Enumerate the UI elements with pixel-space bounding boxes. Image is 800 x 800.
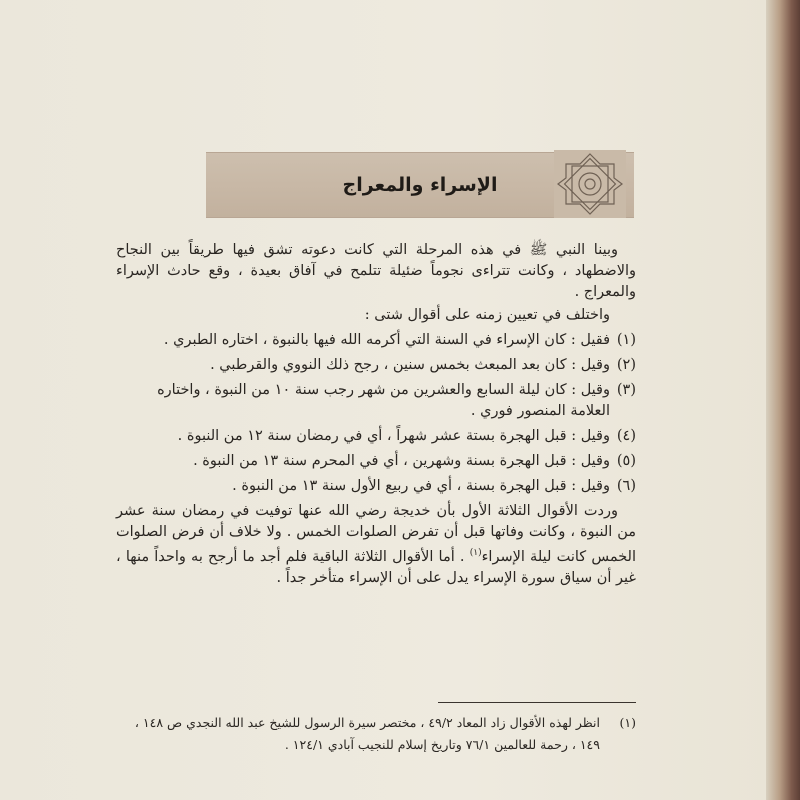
opinions-intro: واختلف في تعيين زمنه على أقوال شتى : (364, 307, 610, 323)
intro-paragraph: وبينا النبي ﷺ في هذه المرحلة التي كانت دعوته تشق فيها طريقاً بين النجاح والاضطهاد ، وكانت تتراءى نجوماً ضئيلة تتلمح في آفاق بعيدة ، وقع حادث الإسراء والمعراج . (116, 242, 636, 300)
list-item: (١) فقيل : كان الإسراء في السنة التي أكرمه الله فيها بالنبوة ، اختاره الطبري . (163, 332, 636, 348)
list-item: (٥) وقيل : قبل الهجرة بسنة وشهرين ، أي في المحرم سنة ١٣ من النبوة . (193, 453, 636, 469)
footnote-divider (438, 702, 636, 703)
book-spine-edge (766, 0, 800, 800)
list-item: (٤) وقيل : قبل الهجرة بستة عشر شهراً ، أي في رمضان سنة ١٢ من النبوة . (177, 428, 636, 444)
list-item: (٣) وقيل : كان ليلة السابع والعشرين من شهر رجب سنة ١٠ من النبوة ، واختاره العلامة المنصور فوري . (157, 382, 636, 419)
closing-paragraph: وردت الأقوال الثلاثة الأول بأن خديجة رضي الله عنها توفيت في رمضان سنة عشر من النبوة ، وكانت وفاتها قبل أن تفرض الصلوات الخمس . ولا خلاف أن فرض الصلوات الخمس كانت ليلة الإسراء$^{(١)}$ . أما الأقوال الثلاثة الباقية فلم أجد ما أرجح به واحداً منها ، غير أن سياق سورة الإسراء يدل على أن الإسراء متأخر جداً . (116, 503, 637, 586)
list-item: (٦) وقيل : قبل الهجرة بسنة ، أي في ربيع الأول سنة ١٣ من النبوة . (232, 478, 636, 494)
footnote (116, 712, 636, 756)
footnote-marker[interactable]: (١) (469, 548, 482, 558)
chapter-title: الإسراء والمعراج (342, 174, 498, 196)
main-text (116, 240, 636, 589)
footnote-text: انظر لهذه الأقوال زاد المعاد ٤٩/٢ ، مختصر سيرة الرسول للشيخ عبد الله النجدي ص ١٤٨ ، ١٤٩ ، رحمة للعالمين ٧٦/١ وتاريخ إسلام للنجيب آبادي ١٢٤/١ . (134, 715, 600, 752)
footnote-number: (١) (619, 715, 636, 730)
geometric-star-ornament-icon (554, 150, 626, 218)
list-item: (٢) وقيل : كان بعد المبعث بخمس سنين ، رجح ذلك النووي والقرطبي . (210, 357, 636, 373)
